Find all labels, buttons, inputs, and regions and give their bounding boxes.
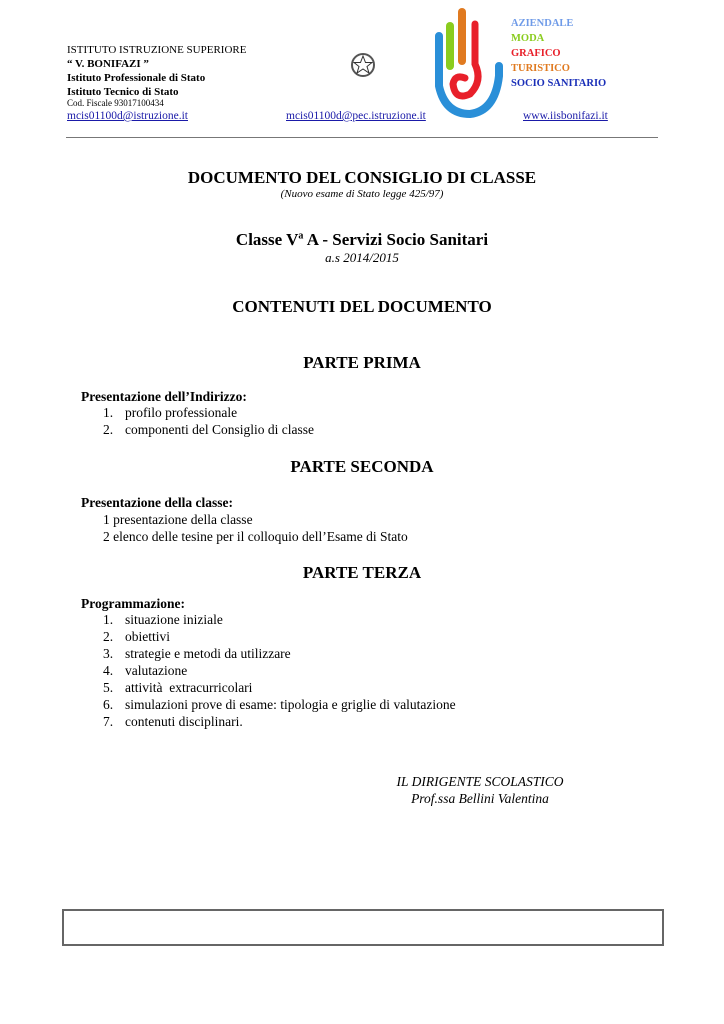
list-item <box>103 405 237 421</box>
list-item: 1 presentazione della classe <box>103 512 253 527</box>
part3-list <box>103 612 456 731</box>
signature-name: Prof.ssa Bellini Valentina <box>411 791 549 806</box>
signature-role: IL DIRIGENTE SCOLASTICO <box>396 774 564 789</box>
category-turistico: TURISTICO <box>511 63 570 74</box>
item-text: contenuti disciplinari. <box>125 714 243 729</box>
republic-emblem-icon <box>350 50 376 80</box>
item-text: situazione iniziale <box>125 612 223 627</box>
class-heading <box>0 230 724 250</box>
item-number: 4. <box>103 663 114 678</box>
school-type: ISTITUTO ISTRUZIONE SUPERIORE <box>67 44 247 56</box>
class-prefix: Classe V <box>235 230 299 249</box>
category-moda: MODA <box>511 33 545 44</box>
part3-heading: Programmazione: <box>81 596 185 611</box>
document-title: DOCUMENTO DEL CONSIGLIO DI CLASSE <box>187 168 537 187</box>
document-subtitle: (Nuovo esame di Stato legge 425/97) <box>280 188 444 200</box>
footer-box <box>62 909 664 946</box>
item-text: attività extracurricolari <box>125 680 253 695</box>
item-number: 5. <box>103 680 114 695</box>
item-number: 7. <box>103 714 114 729</box>
item-number: 6. <box>103 697 114 712</box>
item-number: 3. <box>103 646 114 661</box>
categories-list <box>511 16 606 91</box>
part2-heading: Presentazione della classe: <box>81 495 233 510</box>
school-line3: Istituto Professionale di Stato <box>67 72 206 84</box>
item-text: valutazione <box>125 663 188 678</box>
list-item <box>103 697 456 714</box>
item-number: 2. <box>103 629 114 644</box>
part2-title: PARTE SECONDA <box>290 457 434 476</box>
list-item <box>103 680 456 697</box>
list-item <box>103 612 456 629</box>
part1-title: PARTE PRIMA <box>303 353 421 372</box>
item-text: profilo professionale <box>125 405 238 420</box>
school-name: “ V. BONIFAZI ” <box>67 58 149 70</box>
list-item <box>103 714 456 731</box>
class-sup: a <box>298 230 304 242</box>
pec-link[interactable]: mcis01100d@pec.istruzione.it <box>286 110 426 122</box>
part3-title: PARTE TERZA <box>302 563 422 582</box>
category-aziendale: AZIENDALE <box>511 18 574 29</box>
list-item: 2 elenco delle tesine per il colloquio dell’Esame di Stato <box>103 529 408 544</box>
contents-heading: CONTENUTI DEL DOCUMENTO <box>232 297 492 316</box>
item-text: obiettivi <box>125 629 170 644</box>
part1-heading: Presentazione dell’Indirizzo: <box>81 389 247 404</box>
item-number: 1. <box>103 405 114 420</box>
item-text: strategie e metodi da utilizzare <box>125 646 291 661</box>
list-item <box>103 422 314 438</box>
school-line4: Istituto Tecnico di Stato <box>67 86 179 98</box>
email-link[interactable]: mcis01100d@istruzione.it <box>67 110 188 122</box>
website-link[interactable]: www.iisbonifazi.it <box>523 110 608 122</box>
item-text: componenti del Consiglio di classe <box>125 422 314 437</box>
item-number: 2. <box>103 422 114 437</box>
list-item <box>103 646 456 663</box>
fiscal-code: Cod. Fiscale 93017100434 <box>67 98 164 108</box>
header-divider <box>66 137 658 138</box>
class-name: A - Servizi Socio Sanitari <box>303 230 489 249</box>
list-item <box>103 629 456 646</box>
school-year: a.s 2014/2015 <box>325 250 399 265</box>
item-text: simulazioni prove di esame: tipologia e griglie di valutazione <box>125 697 456 712</box>
item-number: 1. <box>103 612 114 627</box>
category-socio-sanitario: SOCIO SANITARIO <box>511 78 607 89</box>
category-grafico: GRAFICO <box>511 48 561 59</box>
list-item <box>103 663 456 680</box>
hand-logo-icon <box>425 6 505 121</box>
